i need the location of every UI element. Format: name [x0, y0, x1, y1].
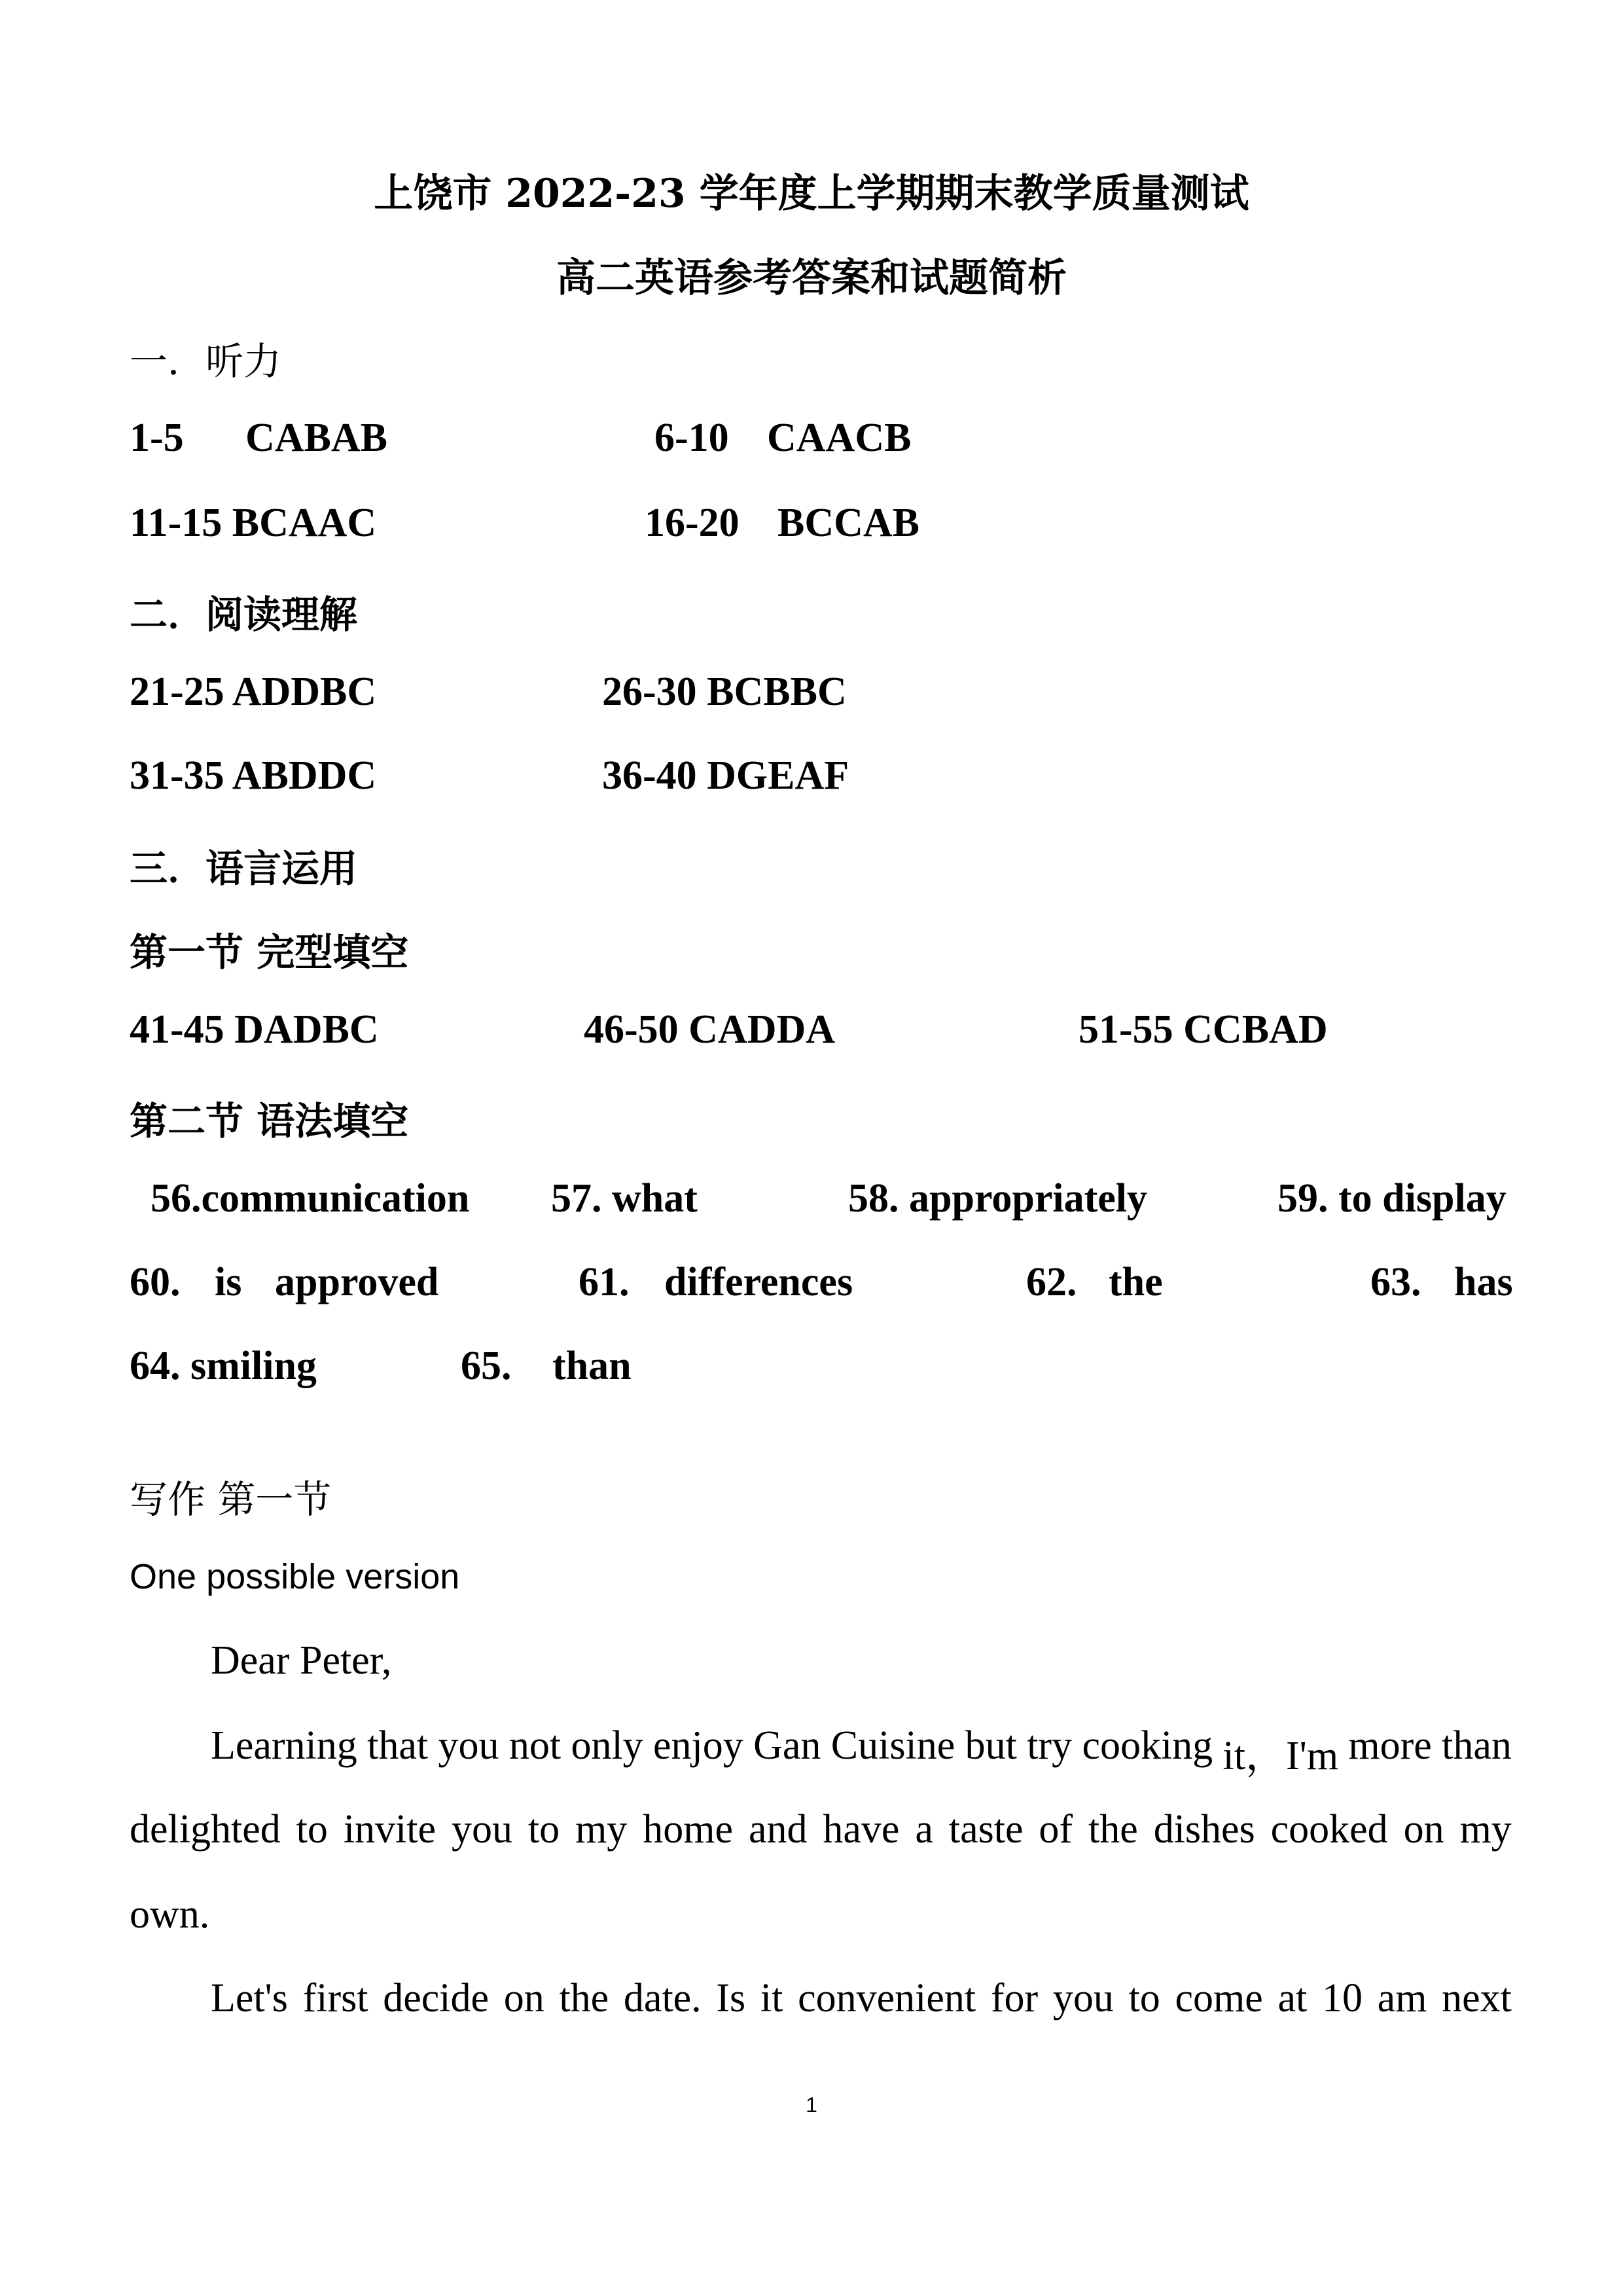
word: first [302, 1976, 368, 2020]
word: on [503, 1976, 544, 2020]
word: home [643, 1807, 733, 1852]
grammar-number: 63. [1370, 1260, 1421, 1304]
grammar-answer: 64. smiling [130, 1344, 317, 1388]
letter-paragraph-line [130, 1806, 1512, 1853]
letter-paragraph-line [211, 1975, 1512, 2022]
word: Learning [211, 1723, 357, 1768]
letter-paragraph-line [211, 1723, 1512, 1781]
word: to [527, 1807, 560, 1852]
word: invite [343, 1807, 437, 1852]
answer-group: 11-15 BCAAC [130, 501, 377, 545]
grammar-heading: 第二节 语法填空 [130, 1099, 409, 1143]
listening-heading: 一．听力 [130, 339, 282, 384]
answer-group: 26-30 BCBBC [602, 670, 847, 714]
answer-range: 6-10 [654, 416, 729, 460]
version-label: One possible version [130, 1557, 460, 1596]
word: only [571, 1723, 643, 1768]
word: at [1277, 1976, 1308, 2020]
word: Gan [753, 1723, 821, 1768]
word: cooked [1270, 1807, 1388, 1852]
word: cooking [1082, 1723, 1213, 1768]
grammar-answer: approved [275, 1260, 439, 1304]
word: the [1088, 1807, 1138, 1852]
word: for [990, 1976, 1039, 2020]
word: the [559, 1976, 609, 2020]
word: you [451, 1807, 512, 1852]
word: not [508, 1723, 562, 1768]
cloze-heading: 第一节 完型填空 [130, 930, 409, 975]
grammar-answer: 56.communication [151, 1176, 470, 1221]
word: come [1175, 1976, 1263, 2020]
word: you [438, 1723, 499, 1768]
answer-group: 36-40 DGEAF [602, 753, 849, 798]
letter-greeting: Dear Peter, [211, 1638, 392, 1683]
grammar-answer: is [215, 1260, 242, 1304]
word: of [1039, 1807, 1073, 1852]
grammar-answer: has [1454, 1260, 1513, 1304]
word: and [748, 1807, 808, 1852]
word: a [915, 1807, 933, 1852]
answer-group: 46-50 CADDA [584, 1007, 836, 1052]
word: but [965, 1723, 1017, 1768]
answer-group: 51-55 CCBAD [1079, 1007, 1328, 1052]
writing-heading: 写作 第一节 [130, 1477, 332, 1522]
word: am [1377, 1976, 1427, 2020]
grammar-number: 65. [461, 1344, 512, 1388]
word: Let's [211, 1976, 288, 2020]
grammar-answer: than [552, 1344, 632, 1388]
answer-group: 21-25 ADDBC [130, 670, 377, 714]
word: than [1442, 1723, 1512, 1768]
word: dishes [1153, 1807, 1255, 1852]
grammar-answer: 58. appropriately [848, 1176, 1147, 1221]
answer-letters: CAACB [767, 416, 912, 460]
word: to [1128, 1976, 1160, 2020]
answer-group: 41-45 DADBC [130, 1007, 379, 1052]
word: enjoy [653, 1723, 743, 1768]
word: Cuisine [830, 1723, 955, 1768]
word: convenient [798, 1976, 976, 2020]
document-title: 上饶市 2022-23 学年度上学期期末教学质量测试 [374, 171, 1249, 217]
word: delighted [130, 1807, 281, 1852]
word: taste [948, 1807, 1024, 1852]
grammar-answer: the [1109, 1260, 1163, 1304]
word: that [367, 1723, 429, 1768]
word: to [296, 1807, 328, 1852]
language-use-heading: 三．语言运用 [130, 846, 358, 891]
word: decide [383, 1976, 490, 2020]
word: on [1403, 1807, 1444, 1852]
letter-paragraph-line: own. [130, 1892, 210, 1937]
word: it，I'm [1222, 1734, 1339, 1778]
word: next [1442, 1976, 1512, 2020]
word: date. [623, 1976, 702, 2020]
word: you [1052, 1976, 1114, 2020]
grammar-number: 62. [1026, 1260, 1077, 1304]
answer-range: 16-20 [645, 501, 740, 545]
grammar-number: 60. [130, 1260, 181, 1304]
word: 10 [1321, 1976, 1363, 2020]
word: have [823, 1807, 900, 1852]
grammar-number: 61. [579, 1260, 630, 1304]
word: Is [716, 1976, 746, 2020]
page-number: 1 [806, 2093, 817, 2117]
answer-range: 1-5 [130, 416, 184, 460]
grammar-answer: 59. to display [1277, 1176, 1507, 1221]
word: it [760, 1976, 783, 2020]
grammar-answer: differences [664, 1260, 853, 1304]
grammar-answer: 57. what [551, 1176, 698, 1221]
word: try [1027, 1723, 1073, 1768]
word: my [575, 1807, 628, 1852]
answer-group: 31-35 ABDDC [130, 753, 377, 798]
answer-letters: CABAB [245, 416, 388, 460]
word: more [1348, 1723, 1432, 1768]
answer-letters: BCCAB [777, 501, 920, 545]
reading-heading: 二．阅读理解 [130, 592, 358, 637]
document-subtitle: 高二英语参考答案和试题简析 [556, 255, 1067, 301]
word: my [1459, 1807, 1512, 1852]
